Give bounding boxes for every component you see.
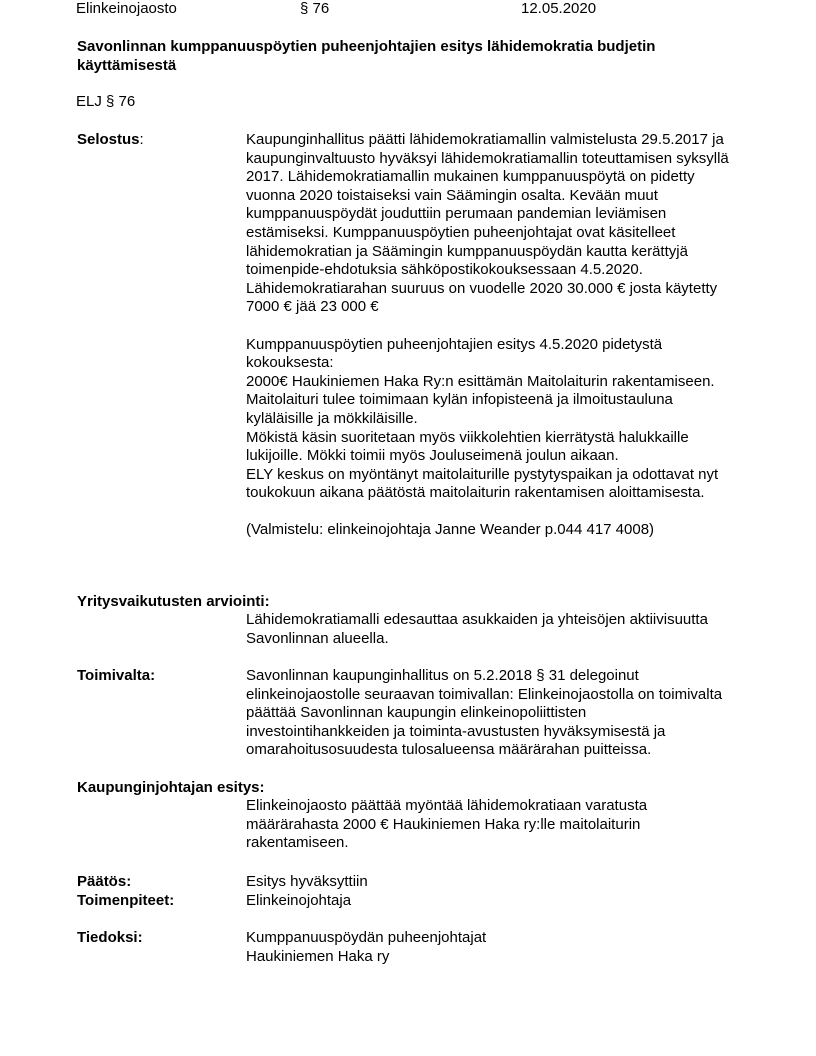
header-date: 12.05.2020 (521, 0, 597, 17)
selostus-line: Kumppanuuspöytien puheenjohtajien esitys 4.5.2020 pidetystä kokouksesta: (246, 335, 663, 372)
header-organ: Elinkeinojaosto (76, 0, 177, 17)
header-paragraph: § 76 (300, 0, 330, 17)
section-body-yritysvaikutukset (246, 611, 731, 648)
selostus-line: 2000€ Haukiniemen Haka Ry:n esittämän Maitolaiturin rakentamiseen. (246, 372, 715, 390)
section-label-tiedoksi: Tiedoksi: (77, 929, 143, 946)
section-label-yritysvaikutukset: Yritysvaikutusten arviointi: (77, 593, 270, 610)
selostus-paragraph-1: Kaupunginhallitus päätti lähidemokratiamallin valmistelusta 29.5.2017 ja kaupunginvaltuusto hyväksyi lähidemokratiamallin toteuttamisen syksyllä 2017. Lähidemokratiamallin mukainen kumppanuuspöytä on pidetty vuonna 2020 toistaiseksi vain Säämingin osalta. Kevään muut kumppanuuspöydät jouduttiin perumaan pandemian leviämisen estämiseksi. Kumppanuuspöytien puheenjohtajat ovat käsitelleet lähidemokratian ja Säämingin kumppanuuspöydän kautta kerättyjä toimenpide-ehdotuksia sähköpostikokouksessaan 4.5.2020. Lähidemokratiarahan suuruus on vuodelle 2020 30.000 € josta käytetty 7000 € jää 23 000 € (246, 131, 729, 316)
section-body-toimenpiteet (246, 892, 731, 911)
section-label-paatos: Päätös: (77, 873, 132, 890)
section-label-toimenpiteet: Toimenpiteet: (77, 892, 175, 909)
section-body-esitys (246, 797, 731, 853)
esitys-text: Elinkeinojaosto päättää myöntää lähidemokratiaan varatusta määrärahasta 2000 € Haukiniemen Haka ry:lle maitolaiturin rakentamiseen. (246, 797, 648, 852)
section-body-paatos (246, 873, 731, 892)
paatos-text: Esitys hyväksyttiin (246, 873, 368, 890)
document-header (76, 0, 776, 19)
toimenpiteet-text: Elinkeinojohtaja (246, 892, 352, 909)
section-label-toimivalta: Toimivalta: (77, 667, 156, 684)
document-title: Savonlinnan kumppanuuspöytien puheenjohtajien esitys lähidemokratia budjetin käyttämisestä (77, 38, 656, 74)
selostus-line: Maitolaituri tulee toimimaan kylän infopisteenä ja ilmoitustauluna kyläläisille ja mökkiläisille. (246, 391, 673, 427)
section-label-selostus: Selostus: (77, 131, 144, 148)
section-body-toimivalta (246, 667, 731, 760)
selostus-line: ELY keskus on myöntänyt maitolaiturille pystytyspaikan ja odottavat nyt toukokuun aikana päätöstä maitolaiturin rakentamisen aloittamisesta. (246, 465, 719, 502)
section-body-selostus (246, 131, 731, 540)
reference-code: ELJ § 76 (76, 93, 136, 110)
selostus-line: Mökistä käsin suoritetaan myös viikkolehtien kierrätystä halukkaille lukijoille. Mökki toimii myös Jouluseimenä joulun aikaan. (246, 428, 689, 465)
toimivalta-text: Savonlinnan kaupunginhallitus on 5.2.2018 § 31 delegoinut elinkeinojaostolle seuraavan toimivallan: Elinkeinojaostolla on toimivalta päättää Savonlinnan kaupungin elinkeinopoliittisten investointihankkeiden ja toiminta-avustusten hyväksymisestä ja omarahoitusosuudesta tulosalueensa määrärahan puitteissa. (246, 667, 723, 759)
section-label-esitys: Kaupunginjohtajan esitys: (77, 779, 265, 796)
yritysvaikutukset-text: Lähidemokratiamalli edesauttaa asukkaiden ja yhteisöjen aktiivisuutta Savonlinnan alueella. (246, 611, 708, 647)
tiedoksi-recipient: Haukiniemen Haka ry (246, 947, 390, 965)
tiedoksi-recipient: Kumppanuuspöydän puheenjohtajat (246, 929, 487, 946)
selostus-preparer-note: (Valmistelu: elinkeinojohtaja Janne Weander p.044 417 4008) (246, 521, 655, 539)
section-body-tiedoksi (246, 929, 731, 966)
selostus-paragraph-2 (246, 336, 731, 503)
